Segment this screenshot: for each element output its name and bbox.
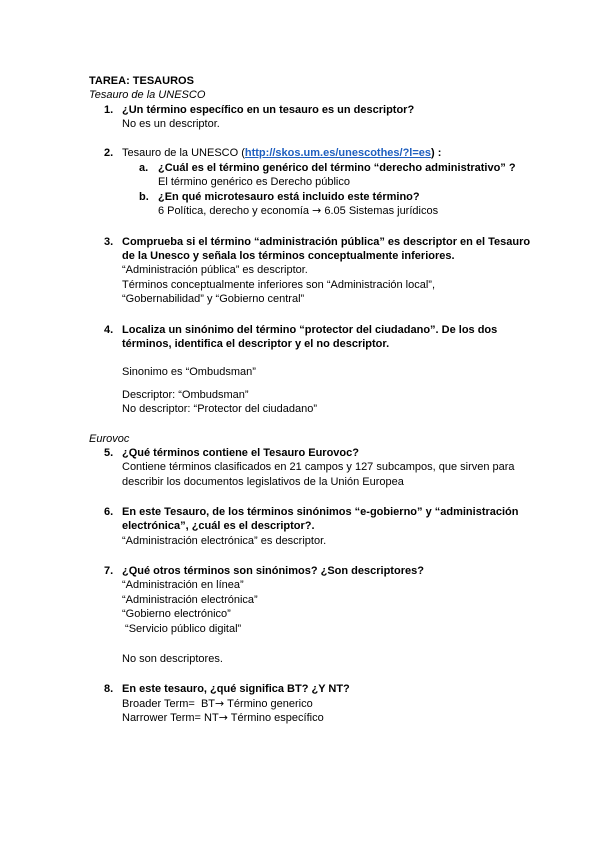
answer-5-line-1: Contiene términos clasificados en 21 campos y 127 subcampos, que sirven para [122, 461, 515, 473]
right-arrow-icon: → [312, 204, 322, 217]
synonym-list-item: “Administración en línea” [122, 579, 244, 591]
unesco-thesaurus-link[interactable]: http://skos.um.es/unescothes/?l=es [244, 147, 432, 159]
synonym-list-item: “Servicio público digital” [122, 623, 242, 635]
answer-2b-pre: 6 Política, derecho y economía [158, 205, 313, 217]
answer-4-non-descriptor: No descriptor: “Protector del ciudadano” [122, 403, 318, 415]
answer-2b [158, 204, 438, 219]
sub-letter-b: b. [139, 191, 149, 203]
question-8: En este tesauro, ¿qué significa BT? ¿Y NT? [122, 683, 350, 695]
question-2 [122, 146, 441, 161]
section-heading-eurovoc: Eurovoc [89, 433, 130, 445]
answer-8-narrower-term [122, 711, 324, 726]
question-7: ¿Qué otros términos son sinónimos? ¿Son descriptores? [122, 565, 424, 577]
item-number-1: 1. [104, 104, 114, 116]
section-heading-unesco: Tesauro de la UNESCO [89, 89, 206, 101]
synonym-list-item: “Gobierno electrónico” [122, 608, 231, 620]
question-1: ¿Un término específico en un tesauro es un descriptor? [122, 104, 415, 116]
question-5: ¿Qué términos contiene el Tesauro Eurovoc? [122, 447, 359, 459]
answer-1: No es un descriptor. [122, 118, 220, 130]
broader-term-label: Broader Term= BT [122, 698, 216, 710]
right-arrow-icon: → [218, 711, 228, 724]
question-4-line-1: Localiza un sinónimo del término “protector del ciudadano”. De los dos [122, 324, 498, 336]
synonym-list-item: “Administración electrónica” [122, 594, 258, 606]
answer-4-descriptor: Descriptor: “Ombudsman” [122, 389, 249, 401]
answer-4-synonym: Sinonimo es “Ombudsman” [122, 366, 256, 378]
narrower-term-label: Narrower Term= NT [122, 712, 219, 724]
item-number-6: 6. [104, 506, 114, 518]
item-number-4: 4. [104, 324, 114, 336]
answer-5-line-2: describir los documentos legislativos de la Unión Europea [122, 476, 404, 488]
item-number-7: 7. [104, 565, 114, 577]
document-title: TAREA: TESAUROS [89, 75, 194, 87]
right-arrow-icon: → [215, 697, 225, 710]
answer-2b-post: 6.05 Sistemas jurídicos [321, 205, 439, 217]
question-3-line-2: de la Unesco y señala los términos conceptualmente inferiores. [122, 250, 455, 262]
sub-letter-a: a. [139, 162, 149, 174]
answer-6: “Administración electrónica” es descriptor. [122, 535, 327, 547]
answer-3-line-3: “Gobernabilidad” y “Gobierno central” [122, 293, 305, 305]
item-number-8: 8. [104, 683, 114, 695]
question-6-line-1: En este Tesauro, de los términos sinónimos “e-gobierno” y “administración [122, 506, 519, 518]
question-6-line-2: electrónica”, ¿cuál es el descriptor?. [122, 520, 315, 532]
broader-term-meaning: Término generico [224, 698, 313, 710]
question-2a: ¿Cuál es el término genérico del término “derecho administrativo” ? [158, 162, 516, 174]
question-4-line-2: términos, identifica el descriptor y el no descriptor. [122, 338, 390, 350]
narrower-term-meaning: Término específico [227, 712, 324, 724]
answer-8-broader-term [122, 697, 313, 712]
answer-2a: El término genérico es Derecho público [158, 176, 350, 188]
answer-7-conclusion: No son descriptores. [122, 653, 223, 665]
question-2-prefix: Tesauro de la UNESCO ( [122, 147, 245, 159]
question-2-suffix: ) : [431, 147, 442, 159]
item-number-3: 3. [104, 236, 114, 248]
answer-3-line-2: Términos conceptualmente inferiores son “Administración local”, [122, 279, 436, 291]
question-2b: ¿En qué microtesauro está incluido este término? [158, 191, 420, 203]
question-3-line-1: Comprueba si el término “administración pública” es descriptor en el Tesauro [122, 236, 531, 248]
item-number-5: 5. [104, 447, 114, 459]
item-number-2: 2. [104, 147, 114, 159]
answer-3-line-1: “Administración pública” es descriptor. [122, 264, 308, 276]
